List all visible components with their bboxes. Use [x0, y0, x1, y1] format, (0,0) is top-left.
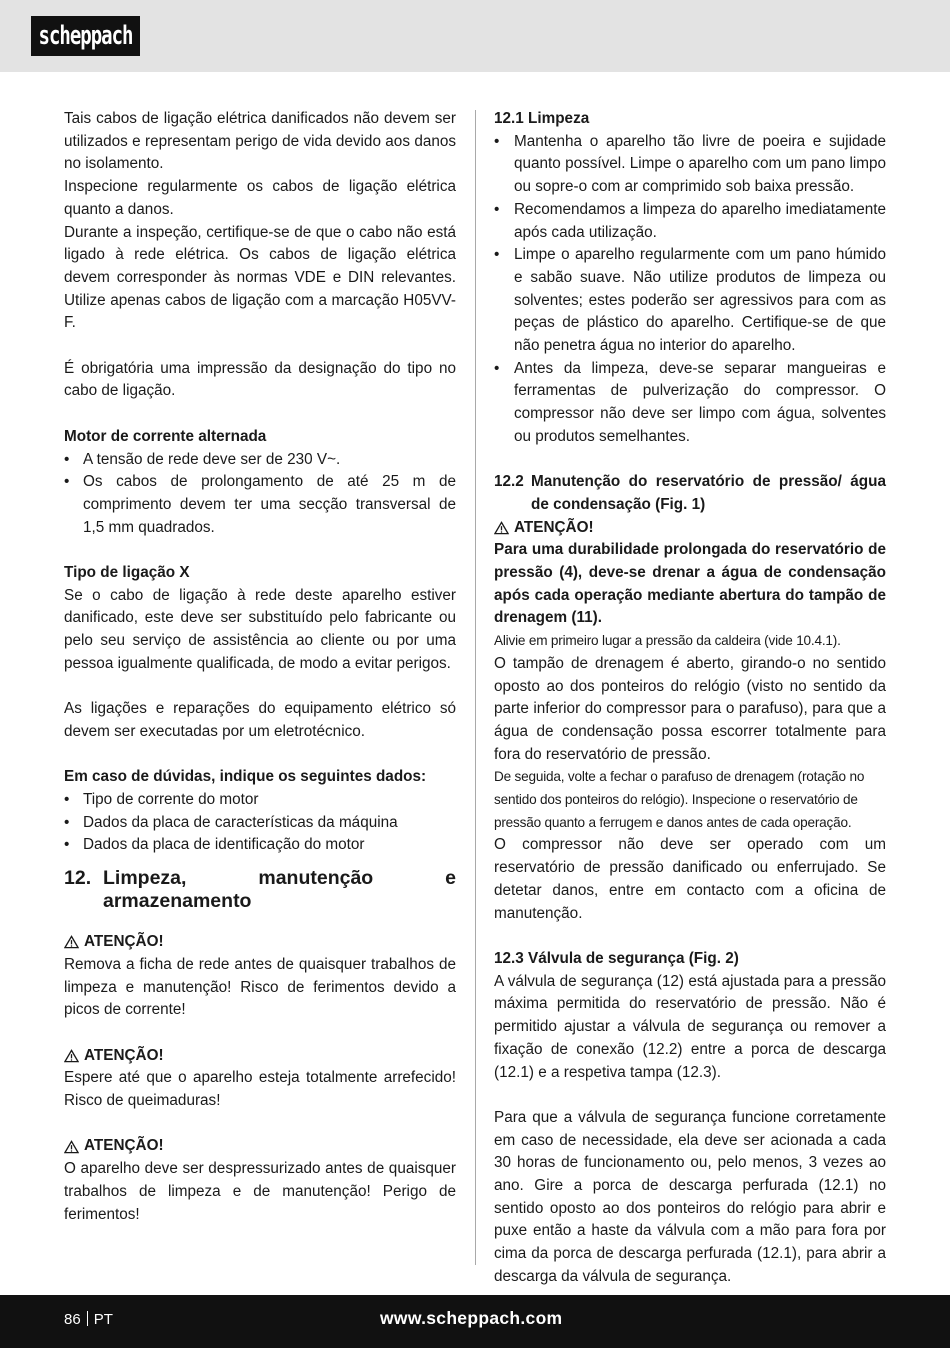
valvula-paragraph-1: A válvula de segurança (12) está ajustada para a pressão máxima permitida do reservatório de pressão. Não é permitido ajustar a válvula de segurança ou remover a fixação de conexão (12.2) entre a porca de descarga (12.1) e a respetiva tampa (12.3). [494, 972, 886, 1081]
manutencao-small-note-2: De seguida, volte a fechar o parafuso de drenagem (rotação no sentido dos ponteiros do relógio). Inspecione o reservatório de pressão quanto a ferrugem e danos antes de cada operação. [494, 769, 865, 830]
list-item: • Recomendamos a limpeza do aparelho imediatamente após cada utilização. [494, 200, 886, 241]
page-number: 86 [64, 1311, 81, 1328]
limpeza-list [494, 131, 886, 449]
warning-heading: ATENÇÃO! [494, 517, 886, 540]
section-title [64, 867, 456, 913]
tipo-text: Se o cabo de ligação à rede deste aparelho estiver danificado, este deve ser substituído pelo fabricante ou pelo seu serviço de assistência ao cliente ou por uma pessoa igualmente qualificada, de modo a evitar perigos. [64, 586, 456, 672]
right-column [494, 108, 886, 1289]
paragraph-inspect-cables: Inspecione regularmente os cabos de ligação elétrica quanto a danos. [64, 178, 456, 218]
warning-triangle-icon [494, 521, 509, 535]
motor-list [64, 449, 456, 540]
manutencao-heading [494, 471, 886, 516]
scheppach-logo [31, 16, 140, 56]
left-column [64, 108, 456, 1226]
warning-triangle-icon [64, 935, 79, 949]
manutencao-paragraph-2: O compressor não deve ser operado com um reservatório de pressão danificado ou enferrujado. Se detetar danos, entre em contacto com a oficina de manutenção. [494, 836, 886, 922]
manutencao-small-note-1: Alivie em primeiro lugar a pressão da caldeira (vide 10.4.1). [494, 633, 841, 649]
manutencao-paragraph-1: O tampão de drenagem é aberto, girando-o no sentido oposto ao dos ponteiros do relógio (visto no sentido da parte inferior do compressor para o parafuso), para que a água de condensação possa escorrer totalmente para fora do reservatório de pressão. [494, 654, 886, 763]
list-item: • Limpe o aparelho regularmente com um pano húmido e sabão suave. Não utilize produtos de limpeza ou solventes; estes poderão ser agressivos para com as peças de plástico do aparelho. Certifique-se de que não penetra água no interior do aparelho. [494, 246, 886, 355]
footer-band [0, 1295, 950, 1348]
manutencao-bold-text: Para uma durabilidade prolongada do reservatório de pressão (4), deve-se drenar a água de condensação após cada operação mediante abertura do tampão de drenagem (11). [494, 541, 886, 627]
list-item: • Dados da placa de identificação do motor [64, 836, 365, 854]
ligacoes-text: As ligações e reparações do equipamento elétrico só devem ser executadas por um eletrotécnico. [64, 700, 456, 740]
tipo-heading: Tipo de ligação X [64, 564, 190, 582]
duvidas-heading: Em caso de dúvidas, indique os seguintes dados: [64, 768, 427, 786]
paragraph-damaged-cables: Tais cabos de ligação elétrica danificados não devem ser utilizados e representam perigo de vida devido aos danos no isolamento. [64, 110, 456, 173]
header-band [0, 0, 950, 72]
language-code: PT [93, 1311, 113, 1328]
valvula-paragraph-2: Para que a válvula de segurança funcione corretamente em caso de necessidade, ela deve ser acionada a cada 30 horas de funcionamento ou, pelo menos, 3 vezes ao ano. Gire a porca de descarga perfurada (12.1) no sentido oposto ao dos ponteiros do relógio para abrir e puxe então a haste da válvula com a mão para fora por cima da porca de descarga perfurada (12.1), para abrir a descarga da válvula de segurança. [494, 1108, 886, 1285]
subsection-title: Manutenção do reservatório de pressão/ água de condensação (Fig. 1) [531, 473, 886, 513]
paragraph-inspection-note: Durante a inspeção, certifique-se de que o cabo não está ligado à rede elétrica. Os cabos de ligação elétrica devem corresponder às normas VDE e DIN relevantes. Utilize apenas cabos de ligação com a marcação H05VV-F. [64, 223, 456, 332]
list-item: • A tensão de rede deve ser de 230 V~. [64, 450, 341, 468]
warning-heading: ATENÇÃO! [64, 1135, 456, 1158]
warning-heading: ATENÇÃO! [64, 1045, 456, 1068]
warning-1-text: Remova a ficha de rede antes de quaisquer trabalhos de limpeza e manutenção! Risco de ferimentos devido a picos de corrente! [64, 955, 456, 1019]
logo-text: scheppach [38, 21, 133, 51]
duvidas-list [64, 789, 456, 857]
warning-2-text: Espere até que o aparelho esteja totalmente arrefecido! Risco de queimaduras! [64, 1069, 456, 1110]
limpeza-heading: 12.1 Limpeza [494, 110, 590, 127]
list-item: • Dados da placa de características da máquina [64, 813, 398, 831]
list-item: • Tipo de corrente do motor [64, 791, 259, 809]
section-title-text: Limpeza, manutenção e armazenamento [103, 867, 456, 913]
warning-heading: ATENÇÃO! [64, 931, 456, 954]
list-item: • Os cabos de prolongamento de até 25 m de comprimento devem ter uma secção transversal de 1,5 mm quadrados. [64, 473, 456, 536]
warning-3-text: O aparelho deve ser despressurizado antes de quaisquer trabalhos de limpeza e de manutenção! Perigo de ferimentos! [64, 1160, 456, 1223]
valvula-heading: 12.3 Válvula de segurança (Fig. 2) [494, 949, 739, 967]
website-link[interactable]: www.scheppach.com [380, 1308, 563, 1328]
list-item: • Antes da limpeza, deve-se separar mangueiras e ferramentas de pulverização do compressor. O compressor não deve ser limpo com água, solventes ou produtos semelhantes. [494, 359, 886, 445]
list-item: • Mantenha o aparelho tão livre de poeira e sujidade quanto possível. Limpe o aparelho com um pano limpo ou sopre-o com ar comprimido sob baixa pressão. [494, 132, 886, 196]
paragraph-type-designation: É obrigatória uma impressão da designação do tipo no cabo de ligação. [64, 359, 456, 400]
motor-heading: Motor de corrente alternada [64, 427, 267, 445]
warning-triangle-icon [64, 1140, 79, 1154]
column-divider [475, 110, 476, 1265]
warning-triangle-icon [64, 1049, 79, 1063]
subsection-number: 12.2 [494, 473, 524, 491]
section-number: 12. [64, 867, 92, 890]
page-indicator [64, 1311, 113, 1328]
